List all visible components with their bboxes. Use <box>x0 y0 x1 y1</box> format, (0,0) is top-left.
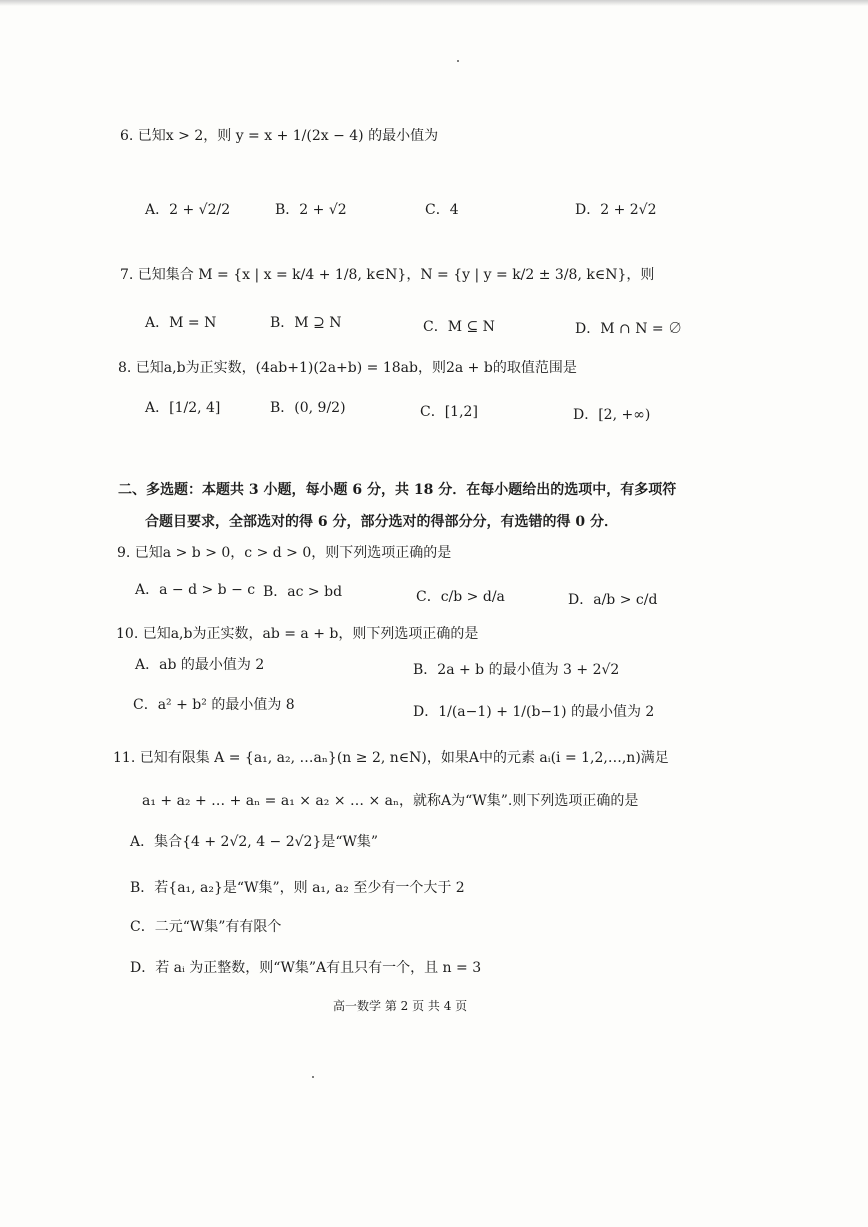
scan-edge <box>0 0 868 6</box>
q7-option-a: A．M = N <box>145 315 217 331</box>
q11-option-a: A．集合{4 + 2√2, 4 − 2√2}是“W集” <box>130 834 379 850</box>
q9-option-b: B．ac > bd <box>263 584 343 600</box>
q6-stem: 6. 已知x > 2，则 y = x + 1/(2x − 4) 的最小值为 <box>120 128 439 144</box>
q11-option-d: D．若 aᵢ 为正整数，则“W集”A有且只有一个，且 n = 3 <box>130 960 482 976</box>
q8-stem: 8. 已知a,b为正实数，(4ab+1)(2a+b) = 18ab，则2a + b的取值范围是 <box>118 360 577 376</box>
q11-stem-line-2: a₁ + a₂ + … + aₙ = a₁ × a₂ × … × aₙ，就称A为“W集”.则下列选项正确的是 <box>142 793 639 809</box>
q6-option-a: A．2 + √2/2 <box>145 202 231 218</box>
section-2-header-line-1: 二、多选题：本题共 3 小题，每小题 6 分，共 18 分．在每小题给出的选项中，有多项符 <box>118 482 677 498</box>
q6-option-d: D．2 + 2√2 <box>575 202 657 218</box>
q10-option-b: B．2a + b 的最小值为 3 + 2√2 <box>413 662 620 678</box>
q6-option-b: B．2 + √2 <box>275 202 347 218</box>
scan-speck <box>457 60 459 62</box>
q9-stem: 9. 已知a > b > 0，c > d > 0，则下列选项正确的是 <box>117 545 452 561</box>
q10-option-c: C．a² + b² 的最小值为 8 <box>133 697 295 713</box>
q7-option-c: C．M ⊆ N <box>423 319 495 335</box>
q8-option-c: C．[1,2] <box>420 404 478 420</box>
q7-stem: 7. 已知集合 M = {x | x = k/4 + 1/8, k∈N}，N = {y | y = k/2 ± 3/8, k∈N}，则 <box>120 267 655 283</box>
q9-option-a: A．a − d > b − c <box>135 582 256 598</box>
scan-speck <box>312 1076 314 1078</box>
q8-option-d: D．[2, +∞) <box>573 407 651 423</box>
q10-option-d: D．1/(a−1) + 1/(b−1) 的最小值为 2 <box>413 704 655 720</box>
q10-stem: 10. 已知a,b为正实数，ab = a + b，则下列选项正确的是 <box>116 626 479 642</box>
q11-stem-line-1: 11. 已知有限集 A = {a₁, a₂, …aₙ}(n ≥ 2, n∈N)，如果A中的元素 aᵢ(i = 1,2,…,n)满足 <box>113 750 669 766</box>
q9-option-d: D．a/b > c/d <box>568 592 658 608</box>
q8-option-a: A．[1/2, 4] <box>145 400 221 416</box>
page-footer: 高一数学 第 2 页 共 4 页 <box>333 999 468 1013</box>
q11-option-c: C．二元“W集”有有限个 <box>130 919 282 935</box>
q7-option-d: D．M ∩ N = ∅ <box>575 321 683 337</box>
section-2-header-line-2: 合题目要求，全部选对的得 6 分，部分选对的得部分分，有选错的得 0 分． <box>145 514 618 530</box>
q10-option-a: A．ab 的最小值为 2 <box>135 657 265 673</box>
q7-option-b: B．M ⊇ N <box>270 315 342 331</box>
q9-option-c: C．c/b > d/a <box>416 589 505 605</box>
q8-option-b: B．(0, 9/2) <box>270 400 346 416</box>
q11-option-b: B．若{a₁, a₂}是“W集”，则 a₁, a₂ 至少有一个大于 2 <box>130 880 465 896</box>
q6-option-c: C．4 <box>425 202 459 218</box>
